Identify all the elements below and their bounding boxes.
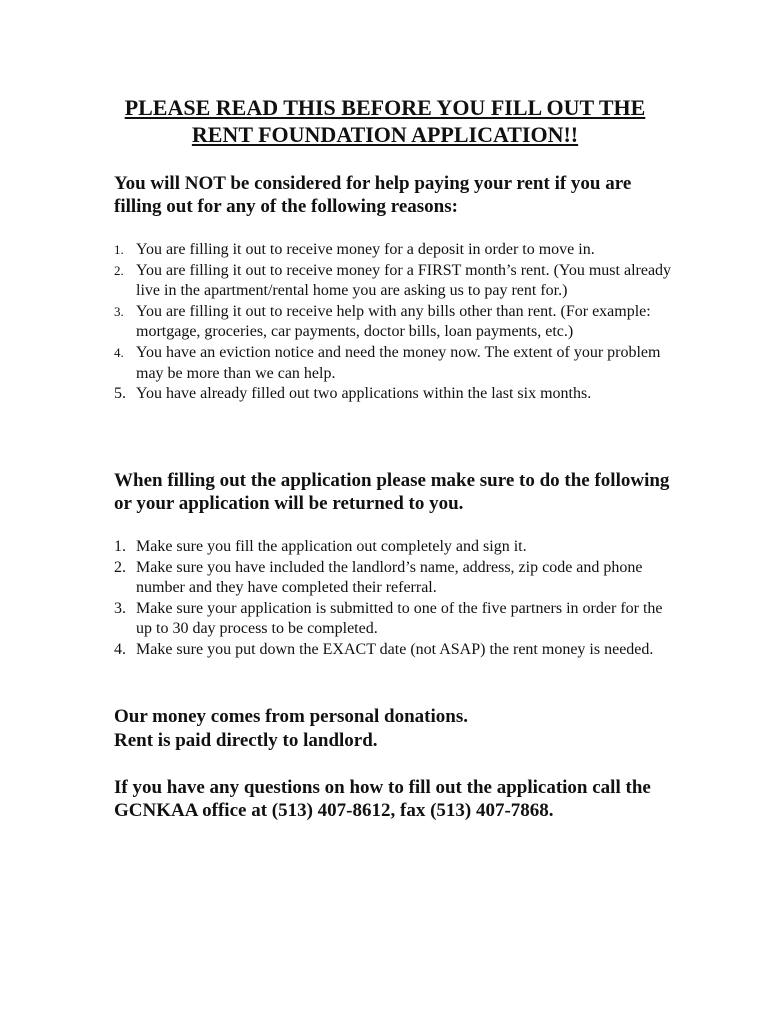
list-item-text: You have an eviction notice and need the money now. The extent of your problem may be more than we can help. (136, 343, 661, 382)
list-item-text: You are filling it out to receive help with any bills other than rent. (For example: mortgage, groceries, car payments, doctor bills, loan payments, etc.) (136, 302, 651, 341)
list-item-text: You are filling it out to receive money for a deposit in order to move in. (136, 241, 595, 258)
list-item (114, 343, 674, 384)
list-item-number: 4. (114, 640, 126, 658)
list-item (114, 384, 674, 405)
contact-info: If you have any questions on how to fill out the application call the GCNKAA office at (513) 407-8612, fax (513) 407-7868. (114, 777, 651, 821)
list-item-number: 3. (114, 303, 124, 319)
funding-note-2: Rent is paid directly to landlord. (114, 730, 378, 751)
list-item-text: Make sure your application is submitted to one of the five partners in order for the up to 30 day process to be completed. (136, 599, 663, 638)
list-item-text: You are filling it out to receive money for a FIRST month’s rent. (You must already live in the apartment/rental home you are asking us to pay rent for.) (136, 261, 672, 300)
list-item (114, 640, 674, 661)
list-item (114, 302, 674, 343)
title-line-2: RENT FOUNDATION APPLICATION!! (191, 122, 579, 147)
list-item-text: You have already filled out two applications within the last six months. (136, 385, 592, 403)
exclusion-list (114, 240, 674, 405)
requirements-heading: When filling out the application please make sure to do the following or your application will be returned to you. (114, 470, 670, 514)
list-item-number: 2. (114, 262, 124, 278)
list-item-number: 5. (114, 385, 126, 403)
list-item-number: 4. (114, 344, 124, 360)
list-item-number: 1. (114, 538, 126, 555)
list-item-text: Make sure you have included the landlord’s name, address, zip code and phone number and they have completed their referral. (136, 558, 643, 597)
page-title (100, 94, 670, 148)
list-item-number: 2. (114, 558, 126, 576)
list-item-text: Make sure you fill the application out completely and sign it. (136, 538, 527, 555)
list-item (114, 240, 674, 261)
list-item (114, 599, 674, 640)
list-item (114, 537, 674, 558)
exclusion-heading: You will NOT be considered for help paying your rent if you are filling out for any of the following reasons: (114, 173, 632, 217)
list-item (114, 558, 674, 599)
list-item-number: 3. (114, 599, 126, 617)
list-item-number: 1. (114, 242, 124, 257)
requirements-list (114, 537, 674, 661)
title-line-1: PLEASE READ THIS BEFORE YOU FILL OUT THE (124, 95, 646, 120)
list-item-text: Make sure you put down the EXACT date (not ASAP) the rent money is needed. (136, 640, 654, 658)
funding-note-1: Our money comes from personal donations. (114, 706, 468, 727)
list-item (114, 261, 674, 302)
